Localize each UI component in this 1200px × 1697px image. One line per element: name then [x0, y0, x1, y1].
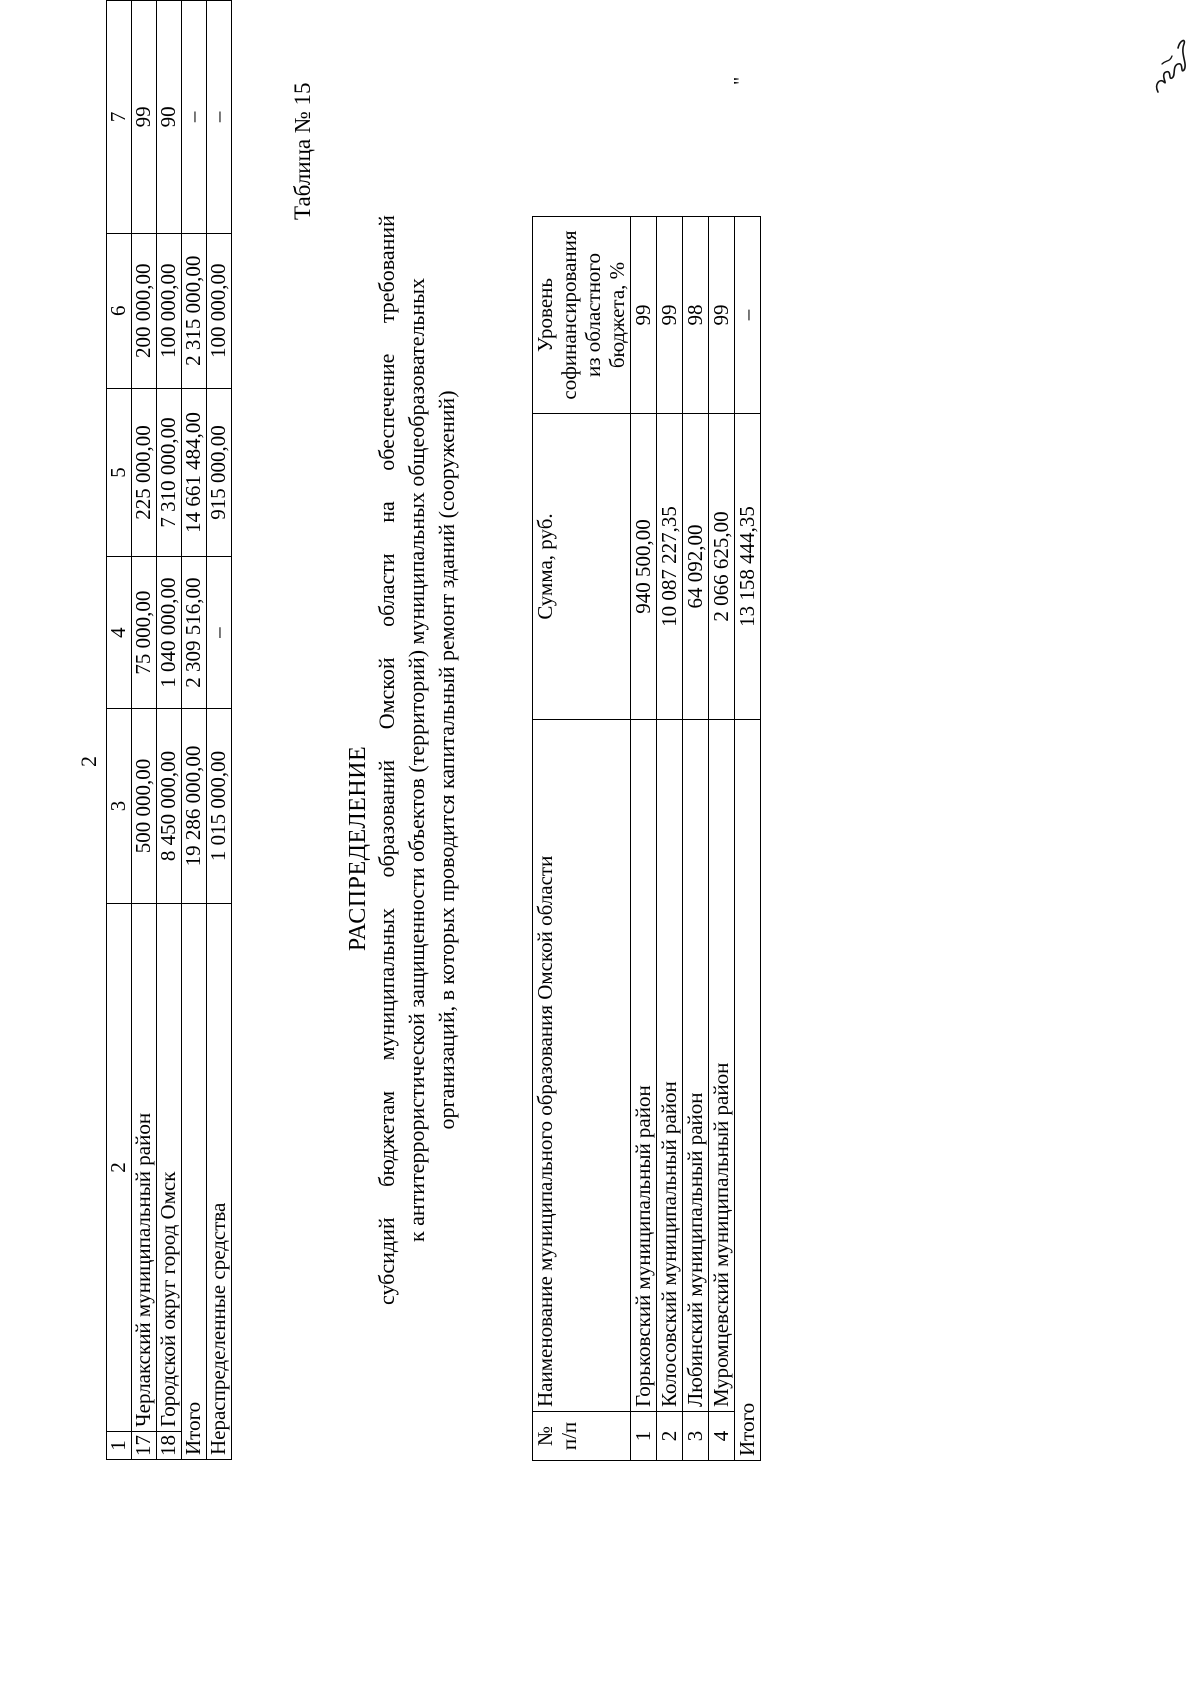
- subtitle-word: образований: [374, 759, 399, 878]
- table-header-row: [533, 217, 631, 1461]
- distribution-table: [532, 216, 761, 1461]
- table-row: [708, 217, 734, 1461]
- row-level: 99: [656, 217, 682, 414]
- subtitle-line-1: [372, 215, 402, 1305]
- row-sum: 2 066 625,00: [708, 414, 734, 720]
- closing-quote: ": [730, 76, 752, 85]
- cell: 200 000,00: [132, 233, 157, 388]
- subtitle-line-2: к антитеррористической защищенности объектов (территорий) муниципальных общеобразовательных: [404, 277, 430, 1243]
- row-name: Городской округ город Омск: [157, 903, 182, 1431]
- row-number: 1: [630, 1412, 656, 1461]
- cell: 1 015 000,00: [207, 709, 232, 904]
- subtitle-word: бюджетам: [374, 1090, 399, 1187]
- document-subtitle: [372, 215, 462, 1305]
- row-sum: 940 500,00: [630, 414, 656, 720]
- cell: 19 286 000,00: [182, 709, 207, 904]
- row-name: Черлакский муниципальный район: [132, 903, 157, 1431]
- handwritten-initials-mark: [1150, 34, 1190, 96]
- row-sum: 64 092,00: [682, 414, 708, 720]
- unallocated-row: [207, 1, 232, 1460]
- table-row: [132, 1, 157, 1460]
- cell: 100 000,00: [207, 233, 232, 388]
- cell: 915 000,00: [207, 388, 232, 556]
- header-sum-cell: Сумма, руб.: [533, 414, 631, 720]
- cell: 75 000,00: [132, 557, 157, 709]
- row-level: 99: [630, 217, 656, 414]
- cell: 2 309 516,00: [182, 557, 207, 709]
- header-cell: 3: [107, 709, 132, 904]
- subtitle-word: Омской: [374, 657, 399, 730]
- header-cell: 2: [107, 903, 132, 1431]
- total-label: Итого: [734, 720, 760, 1461]
- table-row: [630, 217, 656, 1461]
- subtitle-word: субсидий: [374, 1217, 399, 1305]
- subtitle-line-3: организаций, в которых проводится капитальный ремонт зданий (сооружений): [434, 390, 460, 1130]
- cell: 225 000,00: [132, 388, 157, 556]
- header-number-cell: [533, 1412, 631, 1461]
- cell: 1 040 000,00: [157, 557, 182, 709]
- total-row: [734, 217, 760, 1461]
- cell: 2 315 000,00: [182, 233, 207, 388]
- row-name: Муромцевский муниципальный район: [708, 720, 734, 1412]
- row-number: 3: [682, 1412, 708, 1461]
- subtitle-word: обеспечение: [374, 353, 399, 471]
- subtitle-word: на: [374, 501, 399, 523]
- total-row: [182, 1, 207, 1460]
- row-level: 99: [708, 217, 734, 414]
- cell: 99: [132, 1, 157, 234]
- row-level: 98: [682, 217, 708, 414]
- cell: 7 310 000,00: [157, 388, 182, 556]
- cell: –: [207, 557, 232, 709]
- row-sum: 10 087 227,35: [656, 414, 682, 720]
- total-level: –: [734, 217, 760, 414]
- table-label: Таблица № 15: [290, 82, 315, 220]
- table-row: [682, 217, 708, 1461]
- table-row: [157, 1, 182, 1460]
- cell: 500 000,00: [132, 709, 157, 904]
- row-name: Колосовский муниципальный район: [656, 720, 682, 1412]
- header-cell: 4: [107, 557, 132, 709]
- header-number-abbr: п/п: [557, 1421, 582, 1451]
- cell: 90: [157, 1, 182, 234]
- cell: 14 661 484,00: [182, 388, 207, 556]
- row-name: Любинский муниципальный район: [682, 720, 708, 1412]
- header-cell: 1: [107, 1432, 132, 1460]
- header-cell: 7: [107, 1, 132, 234]
- row-number: 4: [708, 1412, 734, 1461]
- cell: –: [207, 1, 232, 234]
- table-row: [656, 217, 682, 1461]
- document-title: РАСПРЕДЕЛЕНИЕ: [345, 745, 371, 952]
- header-cell: 6: [107, 233, 132, 388]
- header-level-cell: Уровень софинансирования из областного бюджета, %: [533, 217, 631, 414]
- cell: 100 000,00: [157, 233, 182, 388]
- table-header-row: [107, 1, 132, 1460]
- header-name-cell: Наименование муниципального образования Омской области: [533, 720, 631, 1412]
- unallocated-label: Нераспределенные средства: [207, 903, 232, 1459]
- cell: –: [182, 1, 207, 234]
- header-cell: 5: [107, 388, 132, 556]
- row-name: Горьковский муниципальный район: [630, 720, 656, 1412]
- row-number: 18: [157, 1432, 182, 1460]
- subtitle-word: требований: [374, 215, 399, 324]
- page-number: 2: [76, 756, 101, 767]
- subtitle-word: области: [374, 553, 399, 627]
- row-number: 17: [132, 1432, 157, 1460]
- subtitle-word: муниципальных: [374, 908, 399, 1061]
- cell: 8 450 000,00: [157, 709, 182, 904]
- table-continuation: [106, 0, 232, 1460]
- total-sum: 13 158 444,35: [734, 414, 760, 720]
- total-label: Итого: [182, 903, 207, 1459]
- row-number: 2: [656, 1412, 682, 1461]
- header-number-symbol: №: [533, 1425, 557, 1447]
